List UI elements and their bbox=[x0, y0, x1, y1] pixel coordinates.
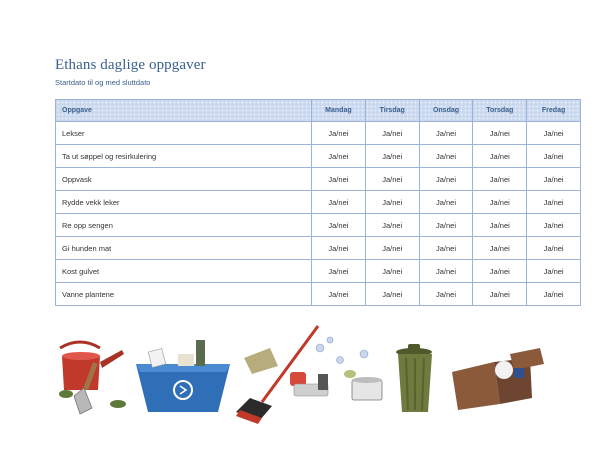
task-cell: Re opp sengen bbox=[56, 214, 312, 237]
table-row bbox=[56, 168, 581, 191]
status-cell[interactable]: Ja/nei bbox=[527, 214, 581, 237]
task-cell: Kost gulvet bbox=[56, 260, 312, 283]
task-cell: Gi hunden mat bbox=[56, 237, 312, 260]
status-cell[interactable]: Ja/nei bbox=[473, 168, 527, 191]
status-cell[interactable]: Ja/nei bbox=[312, 214, 366, 237]
status-cell[interactable]: Ja/nei bbox=[419, 283, 473, 306]
column-header-day: Tirsdag bbox=[365, 100, 419, 122]
status-cell[interactable]: Ja/nei bbox=[473, 214, 527, 237]
status-cell[interactable]: Ja/nei bbox=[419, 191, 473, 214]
column-header-day: Mandag bbox=[312, 100, 366, 122]
status-cell[interactable]: Ja/nei bbox=[365, 214, 419, 237]
status-cell[interactable]: Ja/nei bbox=[527, 283, 581, 306]
column-header-day: Onsdag bbox=[419, 100, 473, 122]
status-cell[interactable]: Ja/nei bbox=[419, 122, 473, 145]
table-row bbox=[56, 214, 581, 237]
table-row bbox=[56, 122, 581, 145]
task-cell: Lekser bbox=[56, 122, 312, 145]
status-cell[interactable]: Ja/nei bbox=[312, 122, 366, 145]
status-cell[interactable]: Ja/nei bbox=[473, 145, 527, 168]
status-cell[interactable]: Ja/nei bbox=[527, 122, 581, 145]
dishes-icon bbox=[290, 370, 382, 400]
status-cell[interactable]: Ja/nei bbox=[419, 145, 473, 168]
column-header-day: Fredag bbox=[527, 100, 581, 122]
table-row bbox=[56, 191, 581, 214]
status-cell[interactable]: Ja/nei bbox=[312, 283, 366, 306]
chores-illustration bbox=[0, 318, 600, 428]
status-cell[interactable]: Ja/nei bbox=[473, 191, 527, 214]
table-row bbox=[56, 260, 581, 283]
status-cell[interactable]: Ja/nei bbox=[527, 191, 581, 214]
status-cell[interactable]: Ja/nei bbox=[473, 260, 527, 283]
page-title: Ethans daglige oppgaver bbox=[55, 57, 206, 73]
table-header-row bbox=[56, 100, 581, 122]
trash-can-icon bbox=[396, 344, 432, 412]
column-header-day: Torsdag bbox=[473, 100, 527, 122]
status-cell[interactable]: Ja/nei bbox=[419, 214, 473, 237]
status-cell[interactable]: Ja/nei bbox=[365, 168, 419, 191]
recycling-bin-icon bbox=[136, 340, 230, 412]
status-cell[interactable]: Ja/nei bbox=[365, 283, 419, 306]
table-row bbox=[56, 145, 581, 168]
status-cell[interactable]: Ja/nei bbox=[365, 145, 419, 168]
status-cell[interactable]: Ja/nei bbox=[527, 168, 581, 191]
table-row bbox=[56, 237, 581, 260]
status-cell[interactable]: Ja/nei bbox=[312, 191, 366, 214]
status-cell[interactable]: Ja/nei bbox=[312, 168, 366, 191]
status-cell[interactable]: Ja/nei bbox=[365, 122, 419, 145]
status-cell[interactable]: Ja/nei bbox=[527, 260, 581, 283]
status-cell[interactable]: Ja/nei bbox=[419, 237, 473, 260]
status-cell[interactable]: Ja/nei bbox=[473, 237, 527, 260]
status-cell[interactable]: Ja/nei bbox=[365, 237, 419, 260]
page-subtitle: Startdato til og med sluttdato bbox=[55, 78, 151, 87]
task-cell: Vanne plantene bbox=[56, 283, 312, 306]
status-cell[interactable]: Ja/nei bbox=[527, 145, 581, 168]
status-cell[interactable]: Ja/nei bbox=[312, 145, 366, 168]
toy-chest-icon bbox=[452, 348, 544, 410]
task-cell: Ta ut søppel og resirkulering bbox=[56, 145, 312, 168]
task-cell: Oppvask bbox=[56, 168, 312, 191]
column-header-task: Oppgave bbox=[56, 100, 312, 122]
status-cell[interactable]: Ja/nei bbox=[365, 191, 419, 214]
status-cell[interactable]: Ja/nei bbox=[473, 283, 527, 306]
chore-table bbox=[55, 99, 581, 306]
status-cell[interactable]: Ja/nei bbox=[365, 260, 419, 283]
status-cell[interactable]: Ja/nei bbox=[419, 260, 473, 283]
task-cell: Rydde vekk leker bbox=[56, 191, 312, 214]
status-cell[interactable]: Ja/nei bbox=[312, 237, 366, 260]
status-cell[interactable]: Ja/nei bbox=[419, 168, 473, 191]
status-cell[interactable]: Ja/nei bbox=[312, 260, 366, 283]
status-cell[interactable]: Ja/nei bbox=[473, 122, 527, 145]
table-row bbox=[56, 283, 581, 306]
status-cell[interactable]: Ja/nei bbox=[527, 237, 581, 260]
